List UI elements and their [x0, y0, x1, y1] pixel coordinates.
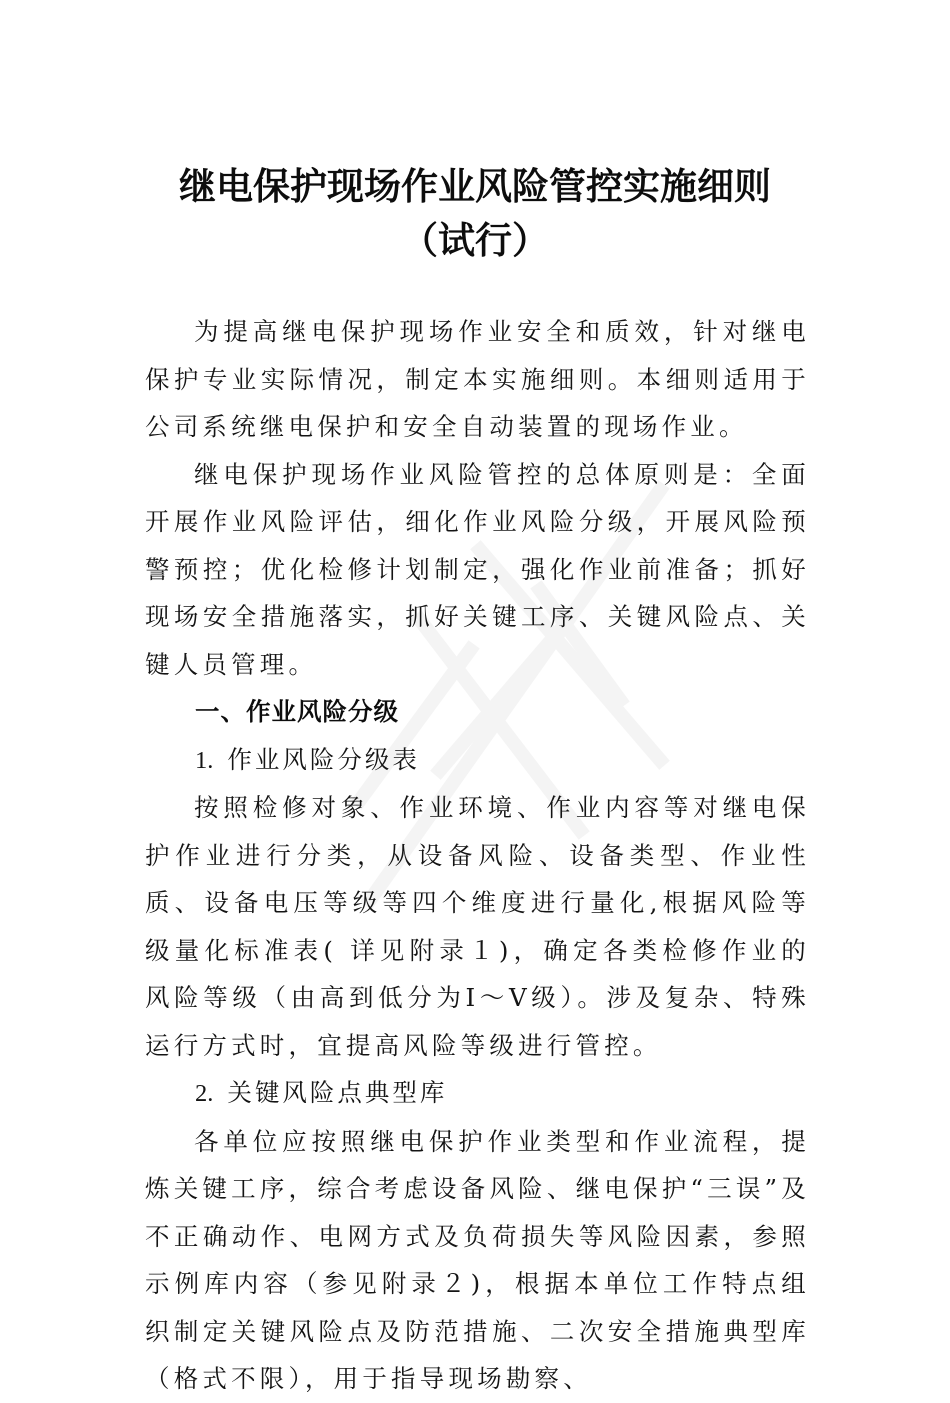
risk-grading-paragraph: 按照检修对象、作业环境、作业内容等对继电保护作业进行分类，从设备风险、设备类型、作业性质、设备电压等级等四个维度进行量化,根据风险等级量化标准表( 详见附录１)，确定各类检修作业的风险等级（由高到低分为Ⅰ～Ⅴ级）。涉及复杂、特殊运行方式时，宜提高风险等级进行管控。	[145, 793, 810, 1060]
subsection-title: 作业风险分级表	[227, 744, 420, 774]
subsection-number: 1.	[195, 746, 214, 774]
document-title: 继电保护现场作业风险管控实施细则	[179, 165, 771, 208]
document-body	[145, 308, 810, 1403]
subsection-heading-2	[145, 1069, 810, 1118]
key-risk-library-paragraph: 各单位应按照继电保护作业类型和作业流程，提炼关键工序，综合考虑设备风险、继电保护“三误”及不正确动作、电网方式及负荷损失等风险因素，参照示例库内容（参见附录２)，根据本单位工作特点组织制定关键风险点及防范措施、二次安全措施典型库（格式不限），用于指导现场勘察、	[145, 1126, 810, 1393]
subsection-heading-1	[145, 736, 810, 785]
intro-paragraph: 为提高继电保护现场作业安全和质效，针对继电保护专业实际情况，制定本实施细则。本细则适用于公司系统继电保护和安全自动装置的现场作业。	[145, 317, 810, 441]
section-heading-risk-grading: 一、作业风险分级	[195, 697, 399, 726]
subsection-number: 2.	[195, 1080, 214, 1107]
document-subtitle: （试行）	[401, 219, 549, 262]
title-block	[0, 160, 950, 268]
subsection-title: 关键风险点典型库	[227, 1078, 448, 1107]
principle-paragraph: 继电保护现场作业风险管控的总体原则是：全面开展作业风险评估，细化作业风险分级，开展风险预警预控；优化检修计划制定，强化作业前准备；抓好现场安全措施落实，抓好关键工序、关键风险点、关键人员管理。	[145, 459, 810, 679]
